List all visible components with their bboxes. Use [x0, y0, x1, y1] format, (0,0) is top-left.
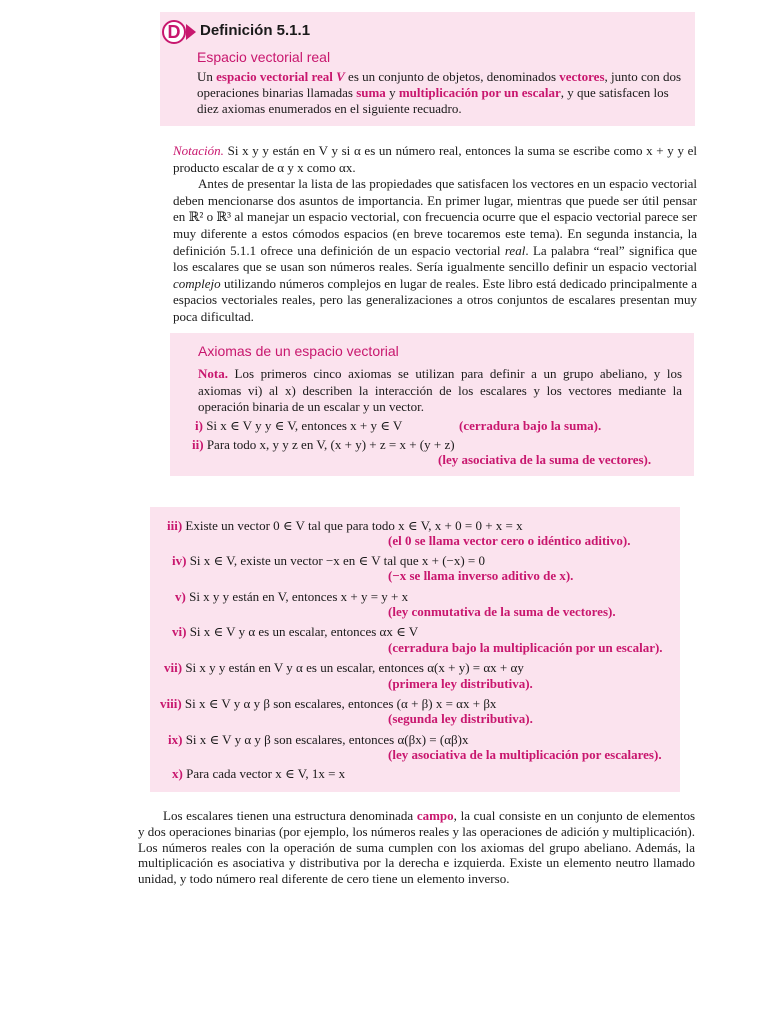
- axiom-number: viii): [160, 696, 182, 711]
- axiom-number: i): [195, 418, 203, 433]
- term-campo: campo: [416, 808, 454, 823]
- axiom-text: Si x ∈ V y y ∈ V, entonces x + y ∈ V: [206, 418, 403, 433]
- axiom-note: (primera ley distributiva).: [388, 676, 533, 691]
- axioms-note-label: Nota.: [198, 366, 228, 381]
- def-text-c: , junto con dos operaciones binarias llamadas: [197, 69, 682, 100]
- field-paragraph: [138, 808, 695, 887]
- notation-text: Si x y y están en V y si α es un número real, entonces la suma se escribe como x + y y el producto escalar de α y x como αx.: [173, 143, 697, 175]
- axiom-text: Si x y y están en V y α es un escalar, entonces α(x + y) = αx + αy: [185, 660, 524, 675]
- axioms-note: [198, 366, 682, 416]
- field-paragraph-text: [138, 808, 695, 887]
- axiom-text: Si x ∈ V y α y β son escalares, entonces (α + β) x = αx + βx: [184, 696, 497, 711]
- axiom-text: Para cada vector x ∈ V, 1x = x: [186, 766, 346, 781]
- term-suma: suma: [356, 85, 386, 100]
- axiom-note: (segunda ley distributiva).: [388, 711, 533, 726]
- axiom-text: Si x ∈ V y α y β son escalares, entonces α(βx) = (αβ)x: [185, 732, 469, 747]
- explanation-paragraph: [173, 176, 697, 325]
- axiom-text: Existe un vector 0 ∈ V tal que para todo x ∈ V, x + 0 = 0 + x = x: [185, 518, 523, 533]
- definition-badge-icon: [162, 20, 186, 44]
- axiom-text: Si x y y están en V, entonces x + y = y + x: [189, 589, 409, 604]
- axiom-note: (ley asociativa de la multiplicación por escalares).: [388, 747, 662, 762]
- axiom-item: [175, 589, 408, 604]
- notation-paragraph: [173, 143, 697, 176]
- axiom-item: [168, 732, 468, 747]
- axiom-number: vii): [164, 660, 183, 675]
- axiom-note: (el 0 se llama vector cero o idéntico aditivo).: [388, 533, 631, 548]
- axiom-number: vi): [172, 624, 187, 639]
- term-espacio-vectorial-real: espacio vectorial real: [216, 69, 333, 84]
- axiom-item: [172, 553, 485, 568]
- axioms-box-bottom: [150, 507, 680, 792]
- def-text-e: , y que satisfacen los diez axiomas enumerados en el siguiente recuadro.: [197, 85, 669, 116]
- term-vectores: vectores: [559, 69, 605, 84]
- axiom-item: [160, 696, 496, 711]
- axiom-number: ii): [192, 437, 204, 452]
- axiom-item: [195, 418, 402, 433]
- def-text-a: Un: [197, 69, 217, 84]
- axiom-number: ix): [168, 732, 183, 747]
- definition-box: [160, 12, 695, 126]
- axiom-item: [172, 766, 345, 781]
- axiom-note: (ley conmutativa de la suma de vectores).: [388, 604, 616, 619]
- axiom-number: iii): [167, 518, 183, 533]
- axiom-note: (cerradura bajo la multiplicación por un escalar).: [388, 640, 663, 655]
- axiom-number: iv): [172, 553, 187, 568]
- definition-title: Definición 5.1.1: [200, 22, 311, 39]
- notation-label: Notación.: [173, 143, 224, 158]
- def-v-symbol: V: [332, 69, 345, 84]
- axiom-text: Si x ∈ V, existe un vector −x en ∈ V tal que x + (−x) = 0: [189, 553, 486, 568]
- axiom-item: [164, 660, 524, 675]
- axiom-text: Si x ∈ V y α es un escalar, entonces αx ∈ V: [189, 624, 419, 639]
- explanation-a: Antes de presentar la lista de las propiedades que satisfacen los vectores en un espacio vectorial deben mencionarse dos asuntos de importancia. En primer lugar, mientras que puede ser útil pensar en ℝ² o ℝ³ al manejar un espacio vectorial, con frecuencia ocurre que el espacio vectorial parece ser muy diferente a estos cómodos espacios (en breve tocaremos este tema). En segunda instancia, la definición 5.1.1 ofrece una definición de un espacio vectorial: [173, 176, 697, 258]
- notation-section: [173, 143, 697, 326]
- definition-text: [197, 69, 687, 117]
- axioms-note-text: Los primeros cinco axiomas se utilizan para definir a un grupo abeliano, y los axiomas vi) al x) describen la interacción de los escalares y los vectores mediante la operación binaria de un escalar y un vector.: [198, 366, 682, 414]
- field-text-a: Los escalares tienen una estructura denominada: [163, 808, 417, 823]
- definition-badge-letter: D: [167, 21, 181, 42]
- axiom-item: [167, 518, 523, 533]
- field-text-b: , la cual consiste en un conjunto de elementos y dos operaciones binarias (por ejemplo, los números reales y las operaciones de adición y multiplicación). Los números reales con la operación de suma cumplen con los axiomas del grupo abeliano. Además, la multiplicación es asociativa y distributiva por la derecha e izquierda. Existe un elemento neutro llamado unidad, y todo número real diferente de cero tiene un elemento inverso.: [138, 808, 695, 887]
- def-text-d: y: [385, 85, 399, 100]
- axiom-note: (ley asociativa de la suma de vectores).: [438, 452, 652, 467]
- explanation-b: . La palabra “real” significa que los escalares que se usan son números reales. Sería igualmente sencillo definir un espacio vectorial: [173, 242, 697, 275]
- axiom-number: v): [175, 589, 186, 604]
- explanation-c: utilizando números complejos en lugar de reales. Este libro está dedicado principalmente a espacios vectoriales reales, pero las generalizaciones a otros conjuntos de escalares presentan muy poca dificultad.: [173, 275, 697, 324]
- definition-subtitle: Espacio vectorial real: [197, 49, 331, 65]
- axiom-item: [172, 624, 418, 639]
- axiom-text: Para todo x, y y z en V, (x + y) + z = x + (y + z): [206, 437, 455, 452]
- badge-arrow-icon: [186, 24, 196, 40]
- term-multiplicacion-escalar: multiplicación por un escalar: [398, 85, 561, 100]
- axioms-title: Axiomas de un espacio vectorial: [198, 343, 399, 359]
- explanation-real-italic: real: [504, 242, 526, 258]
- explanation-complejo-italic: complejo: [173, 275, 221, 291]
- axiom-note: (cerradura bajo la suma).: [459, 418, 602, 433]
- axiom-item: [192, 437, 455, 452]
- axioms-box-top: [170, 333, 694, 476]
- def-text-b: es un conjunto de objetos, denominados: [344, 69, 560, 84]
- axiom-number: x): [172, 766, 183, 781]
- axiom-note: (−x se llama inverso aditivo de x).: [388, 568, 574, 583]
